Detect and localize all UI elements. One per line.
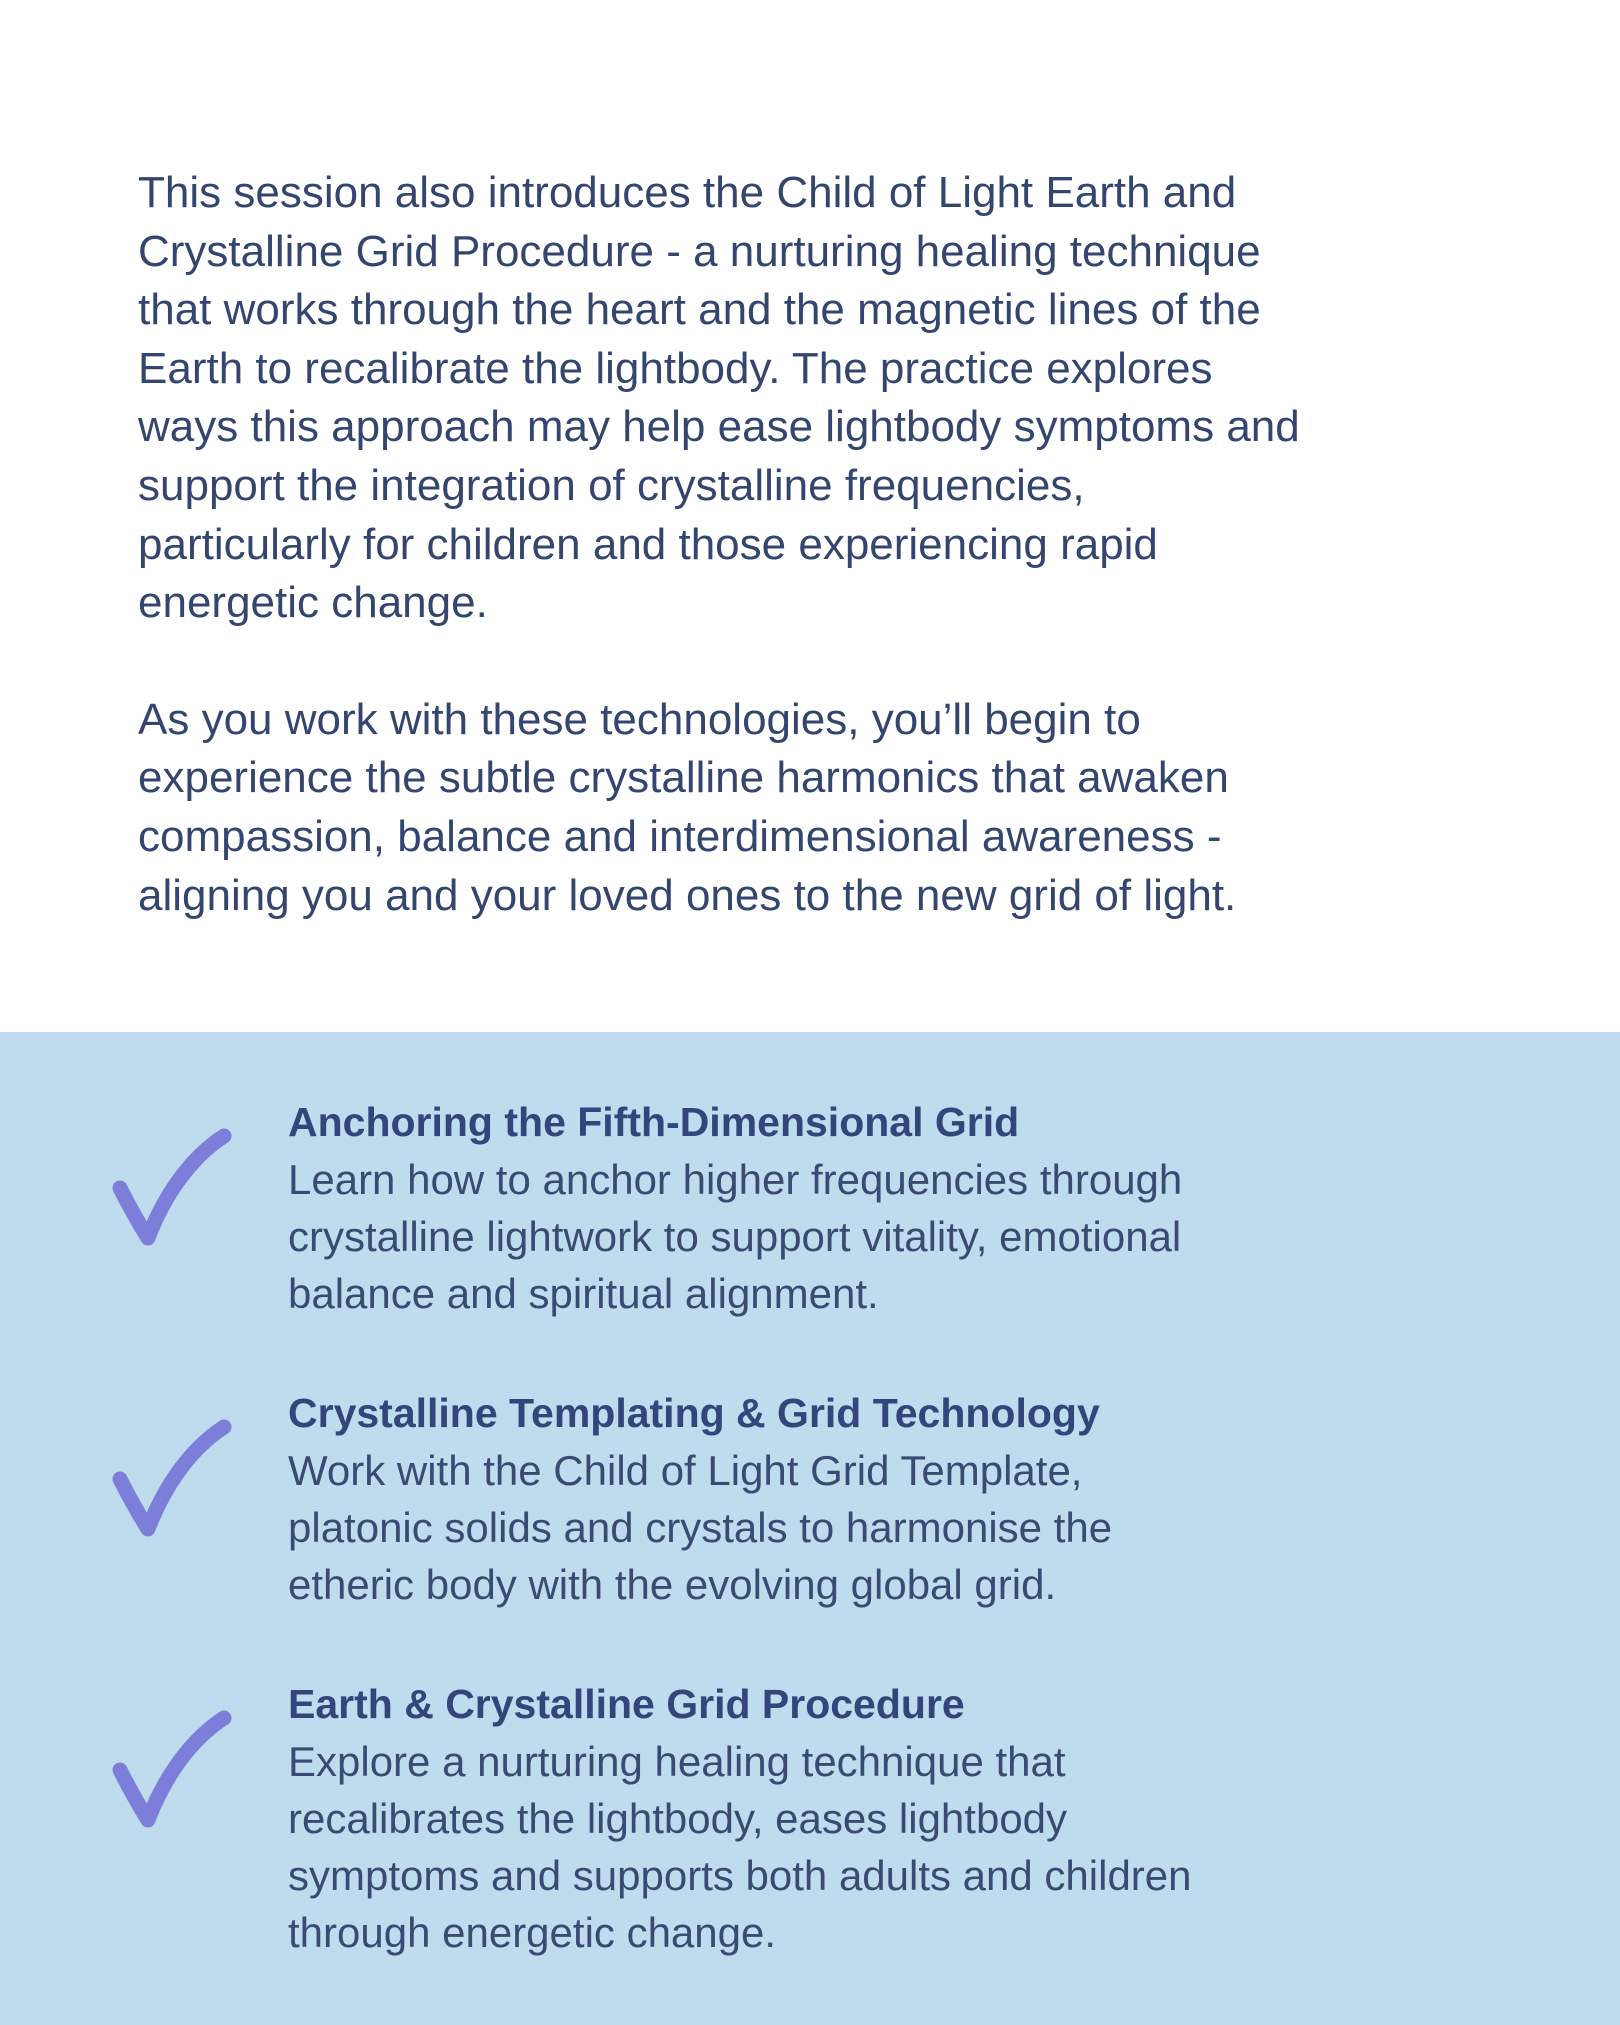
benefit-description: Learn how to anchor higher frequencies through crystalline lightwork to support vitality, emotional balance and spiritual alignment. <box>288 1156 1183 1317</box>
benefit-title: Crystalline Templating & Grid Technology <box>288 1390 1100 1436</box>
intro-paragraph-1: This session also introduces the Child of Light Earth and Crystalline Grid Procedure - a nurturing healing technique that works through the heart and the magnetic lines of the Earth to recalibrate the lightbody. The practice explores ways this approach may help ease lightbody symptoms and support the integration of crystalline frequencies, particularly for children and those experiencing rapid energetic change. <box>138 168 1300 628</box>
intro-paragraph-2: As you work with these technologies, you’ll begin to experience the subtle crystalline harmonics that awaken compassion, balance and interdimensional awareness - aligning you and your loved ones to the new grid of light. <box>138 694 1237 920</box>
checkmark-icon <box>112 1708 232 1838</box>
benefits-panel <box>0 1032 1620 2025</box>
checkmark-icon <box>112 1126 232 1256</box>
benefit-description: Work with the Child of Light Grid Template, platonic solids and crystals to harmonise the etheric body with the evolving global grid. <box>288 1447 1113 1608</box>
benefit-title: Earth & Crystalline Grid Procedure <box>288 1681 965 1727</box>
benefit-text <box>288 1385 1548 1613</box>
intro-section <box>138 164 1538 925</box>
benefit-title: Anchoring the Fifth-Dimensional Grid <box>288 1099 1020 1145</box>
benefit-text <box>288 1676 1548 1961</box>
benefit-description: Explore a nurturing healing technique that recalibrates the lightbody, eases lightbody symptoms and supports both adults and children through energetic change. <box>288 1738 1192 1956</box>
benefit-text <box>288 1094 1548 1322</box>
checkmark-icon <box>112 1417 232 1547</box>
